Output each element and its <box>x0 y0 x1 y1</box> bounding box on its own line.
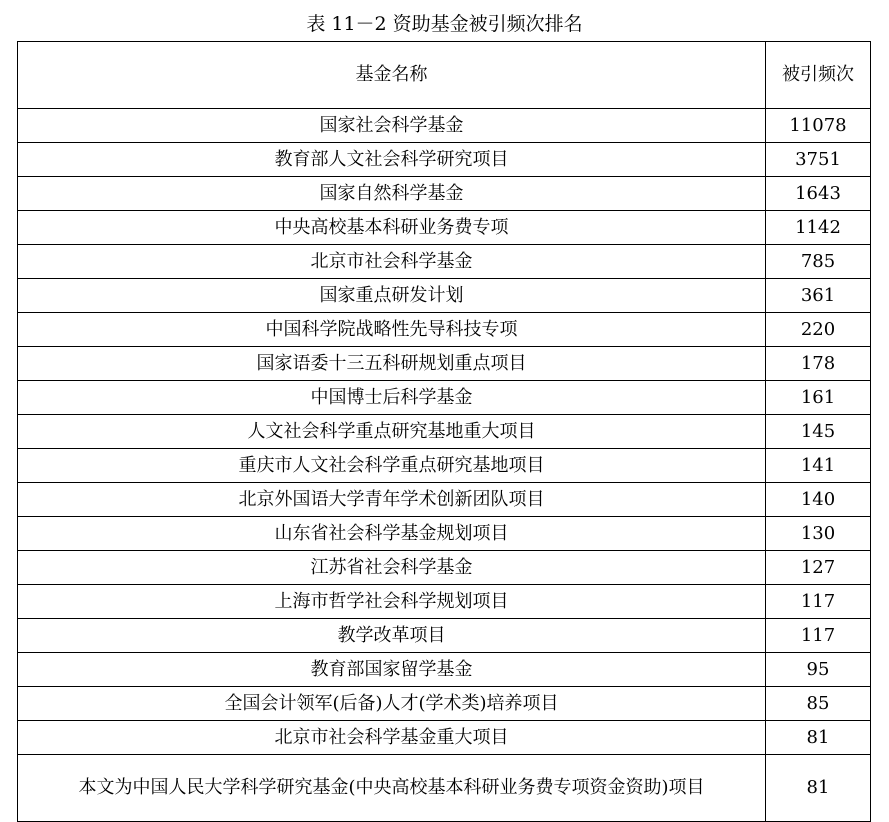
citation-count-cell: 785 <box>766 245 871 279</box>
table-row <box>18 415 871 449</box>
table-row <box>18 143 871 177</box>
header-citation-count: 被引频次 <box>766 42 871 109</box>
citation-count-cell: 178 <box>766 347 871 381</box>
table-row <box>18 619 871 653</box>
table-row <box>18 313 871 347</box>
table-row <box>18 755 871 822</box>
fund-name-cell: 重庆市人文社会科学重点研究基地项目 <box>18 449 766 483</box>
fund-name-cell: 教育部人文社会科学研究项目 <box>18 143 766 177</box>
citation-count-cell: 81 <box>766 721 871 755</box>
header-fund-name: 基金名称 <box>18 42 766 109</box>
fund-name-cell: 教育部国家留学基金 <box>18 653 766 687</box>
citation-count-cell: 1643 <box>766 177 871 211</box>
citation-count-cell: 85 <box>766 687 871 721</box>
fund-name-cell: 中国博士后科学基金 <box>18 381 766 415</box>
table-row <box>18 653 871 687</box>
fund-name-cell: 国家重点研发计划 <box>18 279 766 313</box>
table-row <box>18 347 871 381</box>
citation-count-cell: 130 <box>766 517 871 551</box>
table-row <box>18 245 871 279</box>
citation-count-cell: 1142 <box>766 211 871 245</box>
table-row <box>18 517 871 551</box>
citation-count-cell: 3751 <box>766 143 871 177</box>
table-row <box>18 687 871 721</box>
table-row <box>18 211 871 245</box>
fund-name-cell: 中央高校基本科研业务费专项 <box>18 211 766 245</box>
citation-count-cell: 117 <box>766 585 871 619</box>
table-row <box>18 721 871 755</box>
table-row <box>18 109 871 143</box>
fund-name-cell: 本文为中国人民大学科学研究基金(中央高校基本科研业务费专项资金资助)项目 <box>18 755 766 822</box>
table-caption: 表 11－2 资助基金被引频次排名 <box>306 13 583 35</box>
citation-count-cell: 95 <box>766 653 871 687</box>
citation-count-cell: 361 <box>766 279 871 313</box>
table-row <box>18 585 871 619</box>
table-row <box>18 279 871 313</box>
fund-name-cell: 全国会计领军(后备)人才(学术类)培养项目 <box>18 687 766 721</box>
citation-count-cell: 117 <box>766 619 871 653</box>
fund-name-cell: 国家自然科学基金 <box>18 177 766 211</box>
fund-name-cell: 江苏省社会科学基金 <box>18 551 766 585</box>
fund-name-cell: 上海市哲学社会科学规划项目 <box>18 585 766 619</box>
citation-count-cell: 140 <box>766 483 871 517</box>
citation-count-cell: 127 <box>766 551 871 585</box>
fund-name-cell: 北京市社会科学基金重大项目 <box>18 721 766 755</box>
fund-citation-table <box>17 41 871 822</box>
fund-name-cell: 国家语委十三五科研规划重点项目 <box>18 347 766 381</box>
table-row <box>18 483 871 517</box>
fund-name-cell: 人文社会科学重点研究基地重大项目 <box>18 415 766 449</box>
citation-count-cell: 141 <box>766 449 871 483</box>
table-row <box>18 449 871 483</box>
table-header-row <box>18 42 871 109</box>
citation-count-cell: 145 <box>766 415 871 449</box>
fund-name-cell: 中国科学院战略性先导科技专项 <box>18 313 766 347</box>
table-row <box>18 177 871 211</box>
fund-name-cell: 北京市社会科学基金 <box>18 245 766 279</box>
citation-count-cell: 161 <box>766 381 871 415</box>
table-row <box>18 551 871 585</box>
citation-count-cell: 11078 <box>766 109 871 143</box>
citation-count-cell: 220 <box>766 313 871 347</box>
fund-name-cell: 国家社会科学基金 <box>18 109 766 143</box>
fund-name-cell: 北京外国语大学青年学术创新团队项目 <box>18 483 766 517</box>
table-row <box>18 381 871 415</box>
citation-count-cell: 81 <box>766 755 871 822</box>
fund-name-cell: 山东省社会科学基金规划项目 <box>18 517 766 551</box>
fund-name-cell: 教学改革项目 <box>18 619 766 653</box>
